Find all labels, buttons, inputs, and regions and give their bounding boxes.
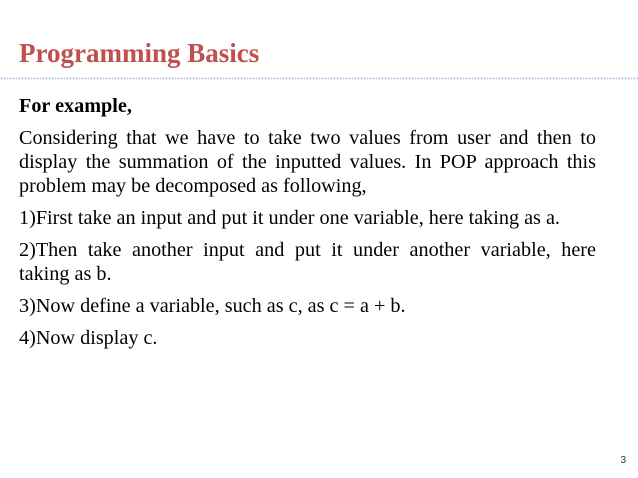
step-1: 1)First take an input and put it under one variable, here taking as a. bbox=[19, 207, 560, 229]
intro-paragraph: Considering that we have to take two values from user and then to display the summation of the inputted values. In POP approach this problem may be decomposed as following, bbox=[19, 127, 596, 197]
step-2: 2)Then take another input and put it under another variable, here taking as b. bbox=[19, 239, 596, 285]
slide-body bbox=[19, 94, 596, 358]
step-3: 3)Now define a variable, such as c, as c = a + b. bbox=[19, 295, 406, 317]
page-number: 3 bbox=[620, 455, 626, 466]
slide-title: Programming Basics bbox=[19, 38, 260, 68]
step-4: 4)Now display c. bbox=[19, 327, 158, 349]
title-divider bbox=[0, 77, 638, 80]
lead-text: For example, bbox=[19, 95, 132, 117]
